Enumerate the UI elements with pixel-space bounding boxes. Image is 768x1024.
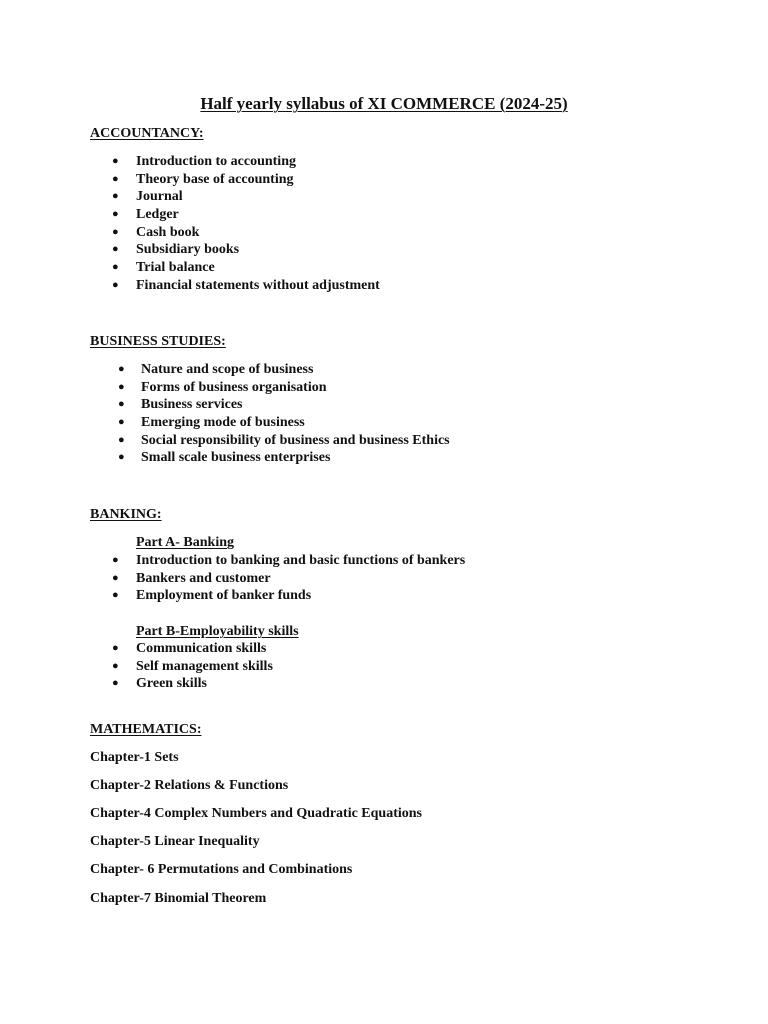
banking-part-a-list xyxy=(112,552,465,605)
banking-part-b-heading: Part B-Employability skills xyxy=(136,624,299,639)
list-item: ● Small scale business enterprises xyxy=(118,450,331,466)
list-item: ● Self management skills xyxy=(112,658,273,674)
list-item: ● Communication skills xyxy=(112,641,267,656)
business-studies-list xyxy=(118,361,450,467)
bullet-icon: ● xyxy=(112,208,119,221)
bullet-icon: ● xyxy=(118,451,125,464)
bullet-icon: ● xyxy=(112,554,119,566)
banking-heading: BANKING: xyxy=(90,507,162,522)
list-item: ● Green skills xyxy=(112,676,207,692)
bullet-icon: ● xyxy=(112,677,119,690)
list-item: ● Introduction to banking and basic functions of bankers xyxy=(112,553,466,568)
bullet-icon: ● xyxy=(112,225,119,238)
math-chapter: Chapter-4 Complex Numbers and Quadratic Equations xyxy=(90,806,423,821)
list-item: ● Introduction to accounting xyxy=(112,154,296,169)
bullet-icon: ● xyxy=(112,571,119,584)
bullet-icon: ● xyxy=(112,155,119,167)
math-chapter: Chapter-1 Sets xyxy=(90,750,179,765)
list-item: ● Emerging mode of business xyxy=(118,415,305,431)
page-title: Half yearly syllabus of XI COMMERCE (2024-25) xyxy=(200,94,568,113)
list-item: ● Business services xyxy=(118,397,243,413)
list-item: ● Financial statements without adjustment xyxy=(112,277,380,293)
list-item: ● Employment of banker funds xyxy=(112,588,312,604)
math-chapter: Chapter-2 Relations & Functions xyxy=(90,778,289,793)
bullet-icon: ● xyxy=(112,172,119,185)
bullet-icon: ● xyxy=(112,278,119,291)
accountancy-list xyxy=(112,153,380,295)
list-item: ● Subsidiary books xyxy=(112,242,240,258)
banking-part-b-list xyxy=(112,640,273,693)
math-chapter: Chapter-7 Binomial Theorem xyxy=(90,891,267,906)
list-item: ● Journal xyxy=(112,189,183,205)
bullet-icon: ● xyxy=(118,433,125,446)
list-item: ● Forms of business organisation xyxy=(118,379,327,395)
bullet-icon: ● xyxy=(112,190,119,203)
math-chapter: Chapter- 6 Permutations and Combinations xyxy=(90,862,353,877)
accountancy-heading: ACCOUNTANCY: xyxy=(90,126,204,141)
banking-part-a-heading: Part A- Banking xyxy=(136,535,235,550)
list-item: ● Trial balance xyxy=(112,260,215,276)
list-item: ● Ledger xyxy=(112,207,179,223)
bullet-icon: ● xyxy=(112,659,119,672)
list-item: ● Bankers and customer xyxy=(112,570,271,586)
bullet-icon: ● xyxy=(112,261,119,274)
bullet-icon: ● xyxy=(112,243,119,256)
business-studies-heading: BUSINESS STUDIES: xyxy=(90,334,226,349)
math-chapter: Chapter-5 Linear Inequality xyxy=(90,834,260,849)
bullet-icon: ● xyxy=(112,642,119,654)
list-item: ● Nature and scope of business xyxy=(118,362,314,377)
list-item: ● Cash book xyxy=(112,224,200,240)
bullet-icon: ● xyxy=(118,380,125,393)
bullet-icon: ● xyxy=(118,363,125,375)
bullet-icon: ● xyxy=(118,398,125,411)
list-item: ● Social responsibility of business and business Ethics xyxy=(118,432,450,448)
list-item: ● Theory base of accounting xyxy=(112,171,294,187)
bullet-icon: ● xyxy=(112,589,119,602)
mathematics-heading: MATHEMATICS: xyxy=(90,722,202,737)
bullet-icon: ● xyxy=(118,416,125,429)
